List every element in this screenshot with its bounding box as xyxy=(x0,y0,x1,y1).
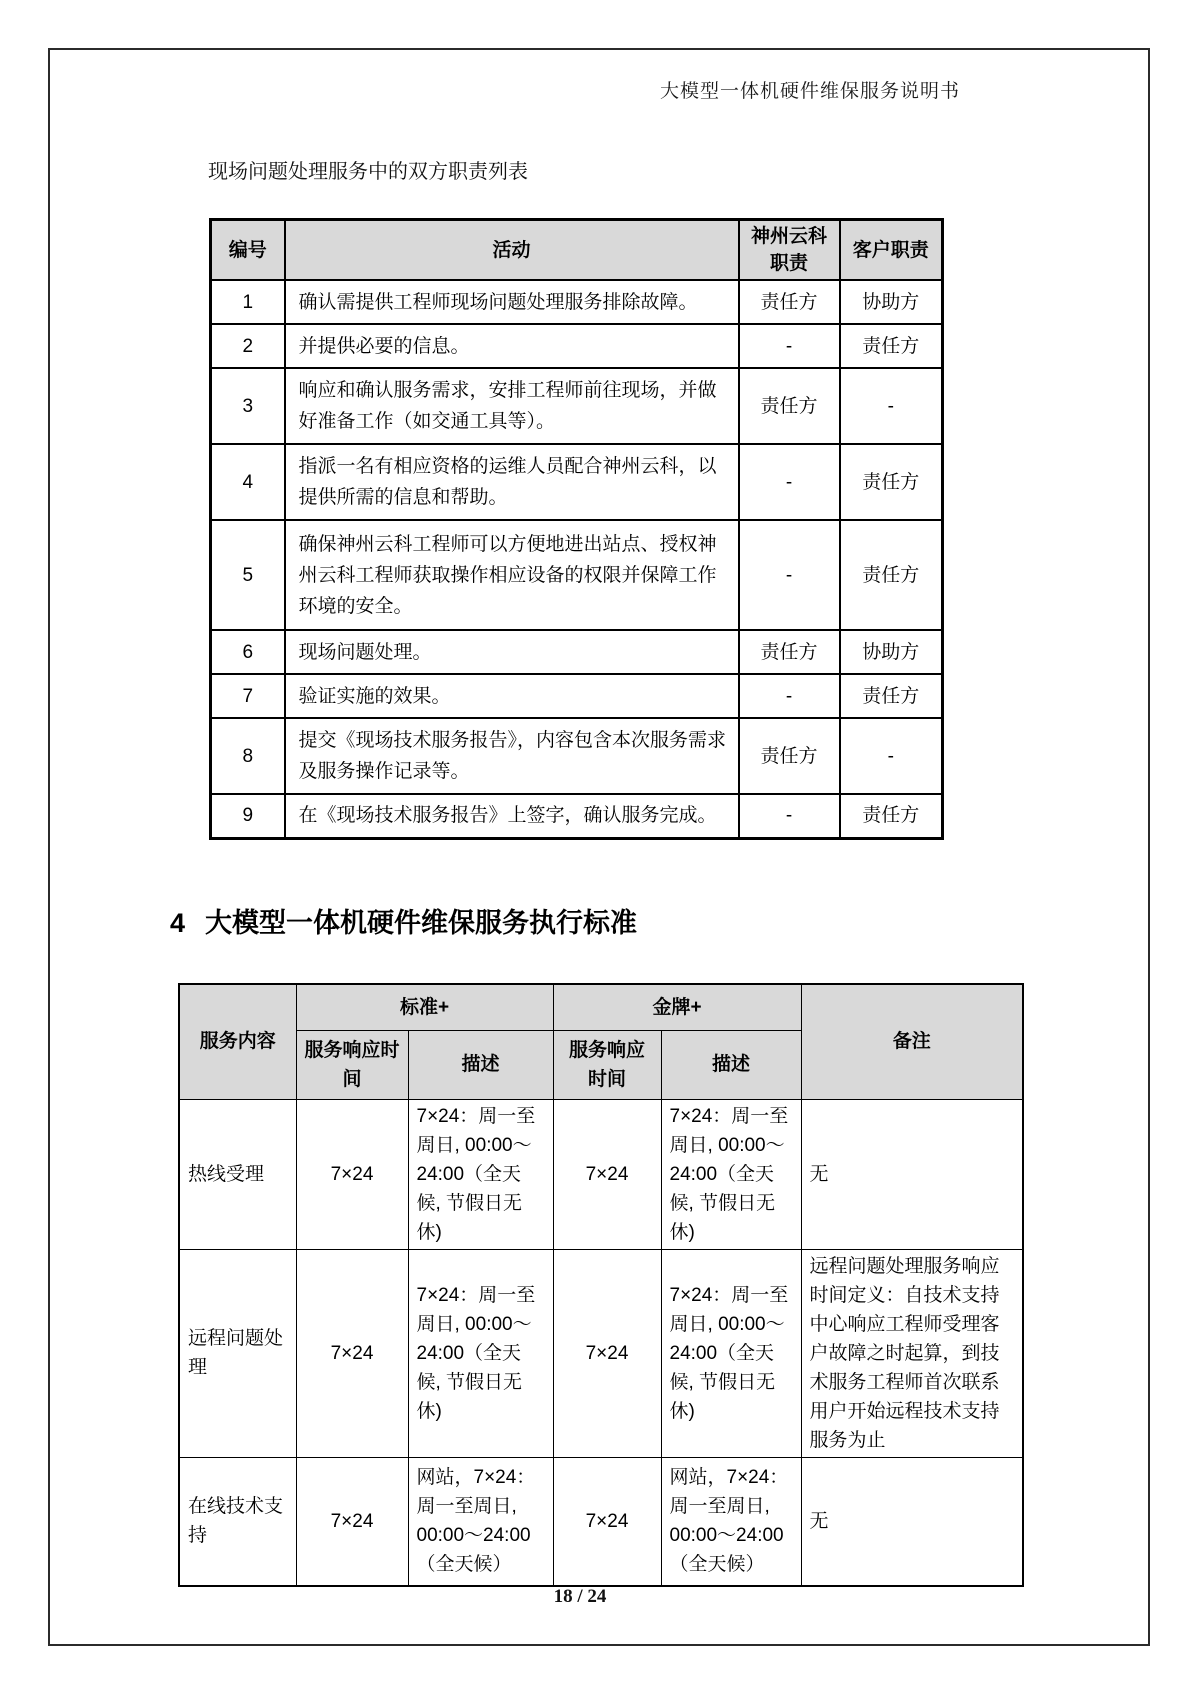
table-row xyxy=(211,794,943,838)
cell-gold-time: 7×24 xyxy=(553,1099,661,1249)
cell-activity: 确保神州云科工程师可以方便地进出站点、授权神州云科工程师获取操作相应设备的权限并保障工作环境的安全。 xyxy=(285,520,739,630)
cell-id: 7 xyxy=(211,674,285,718)
table-row xyxy=(211,674,943,718)
cell-remark: 远程问题处理服务响应时间定义：自技术支持中心响应工程师受理客户故障之时起算，到技术服务工程师首次联系用户开始远程技术支持服务为止 xyxy=(801,1249,1023,1457)
cell-gold-desc: 网站，7×24：周一至周日, 00:00～24:00 （全天候） xyxy=(661,1457,801,1586)
cell-std-time: 7×24 xyxy=(296,1249,408,1457)
col-header-activity: 活动 xyxy=(285,220,739,281)
col-header-gold-description: 描述 xyxy=(661,1030,801,1099)
col-header-gold-response-time: 服务响应时间 xyxy=(553,1030,661,1099)
page-number: 18 / 24 xyxy=(553,1586,607,1607)
col-header-customer: 客户职责 xyxy=(840,220,943,281)
cell-activity: 并提供必要的信息。 xyxy=(285,324,739,368)
responsibility-table xyxy=(209,218,944,840)
intro-paragraph: 现场问题处理服务中的双方职责列表 xyxy=(208,161,528,183)
section-heading xyxy=(170,901,637,940)
cell-gold-desc: 7×24：周一至周日, 00:00～24:00（全天候, 节假日无休) xyxy=(661,1249,801,1457)
table-row xyxy=(211,718,943,794)
cell-customer: 协助方 xyxy=(840,280,943,324)
cell-customer: 责任方 xyxy=(840,324,943,368)
col-group-standard: 标准+ xyxy=(296,984,553,1030)
cell-vendor: - xyxy=(739,324,840,368)
sla-header-row-groups xyxy=(179,984,1023,1030)
cell-gold-desc: 7×24：周一至周日, 00:00～24:00（全天候, 节假日无休) xyxy=(661,1099,801,1249)
table-row xyxy=(211,280,943,324)
table-row xyxy=(211,630,943,674)
cell-vendor: - xyxy=(739,674,840,718)
cell-vendor: 责任方 xyxy=(739,368,840,444)
cell-customer: 协助方 xyxy=(840,630,943,674)
cell-std-desc: 网站，7×24：周一至周日, 00:00～24:00 （全天候） xyxy=(408,1457,553,1586)
sla-table xyxy=(178,983,1024,1587)
cell-customer: 责任方 xyxy=(840,794,943,838)
cell-id: 8 xyxy=(211,718,285,794)
cell-activity: 确认需提供工程师现场问题处理服务排除故障。 xyxy=(285,280,739,324)
cell-customer: 责任方 xyxy=(840,674,943,718)
col-header-service: 服务内容 xyxy=(179,984,296,1099)
cell-customer: 责任方 xyxy=(840,520,943,630)
cell-vendor: 责任方 xyxy=(739,718,840,794)
cell-id: 4 xyxy=(211,444,285,520)
cell-customer: 责任方 xyxy=(840,444,943,520)
cell-id: 6 xyxy=(211,630,285,674)
cell-id: 2 xyxy=(211,324,285,368)
cell-activity: 现场问题处理。 xyxy=(285,630,739,674)
col-header-id: 编号 xyxy=(211,220,285,281)
cell-activity: 验证实施的效果。 xyxy=(285,674,739,718)
cell-activity: 在《现场技术服务报告》上签字，确认服务完成。 xyxy=(285,794,739,838)
col-header-vendor: 神州云科职责 xyxy=(739,220,840,281)
col-header-remark: 备注 xyxy=(801,984,1023,1099)
document-header-title: 大模型一体机硬件维保服务说明书 xyxy=(659,81,960,102)
cell-vendor: 责任方 xyxy=(739,630,840,674)
cell-gold-time: 7×24 xyxy=(553,1249,661,1457)
col-header-std-response-time: 服务响应时间 xyxy=(296,1030,408,1099)
section-number: 4 xyxy=(170,908,186,938)
table-row xyxy=(211,368,943,444)
cell-vendor: - xyxy=(739,444,840,520)
table-row xyxy=(211,324,943,368)
cell-remark: 无 xyxy=(801,1099,1023,1249)
cell-std-desc: 7×24：周一至周日, 00:00～24:00（全天候, 节假日无休) xyxy=(408,1099,553,1249)
cell-id: 1 xyxy=(211,280,285,324)
sla-row xyxy=(179,1249,1023,1457)
cell-service: 在线技术支持 xyxy=(179,1457,296,1586)
cell-gold-time: 7×24 xyxy=(553,1457,661,1586)
col-header-std-description: 描述 xyxy=(408,1030,553,1099)
cell-id: 3 xyxy=(211,368,285,444)
cell-std-time: 7×24 xyxy=(296,1457,408,1586)
table-row xyxy=(211,444,943,520)
cell-customer: - xyxy=(840,718,943,794)
cell-id: 9 xyxy=(211,794,285,838)
sla-row xyxy=(179,1457,1023,1586)
cell-id: 5 xyxy=(211,520,285,630)
cell-activity: 提交《现场技术服务报告》，内容包含本次服务需求及服务操作记录等。 xyxy=(285,718,739,794)
cell-vendor: 责任方 xyxy=(739,280,840,324)
cell-remark: 无 xyxy=(801,1457,1023,1586)
table-row xyxy=(211,520,943,630)
cell-std-time: 7×24 xyxy=(296,1099,408,1249)
cell-service: 热线受理 xyxy=(179,1099,296,1249)
col-group-gold: 金牌+ xyxy=(553,984,801,1030)
cell-std-desc: 7×24：周一至周日, 00:00～24:00（全天候, 节假日无休) xyxy=(408,1249,553,1457)
table-header-row xyxy=(211,220,943,281)
cell-service: 远程问题处理 xyxy=(179,1249,296,1457)
cell-activity: 指派一名有相应资格的运维人员配合神州云科，以提供所需的信息和帮助。 xyxy=(285,444,739,520)
cell-activity: 响应和确认服务需求，安排工程师前往现场，并做好准备工作（如交通工具等）。 xyxy=(285,368,739,444)
cell-vendor: - xyxy=(739,794,840,838)
cell-customer: - xyxy=(840,368,943,444)
sla-row xyxy=(179,1099,1023,1249)
cell-vendor: - xyxy=(739,520,840,630)
section-title: 大模型一体机硬件维保服务执行标准 xyxy=(205,908,638,938)
